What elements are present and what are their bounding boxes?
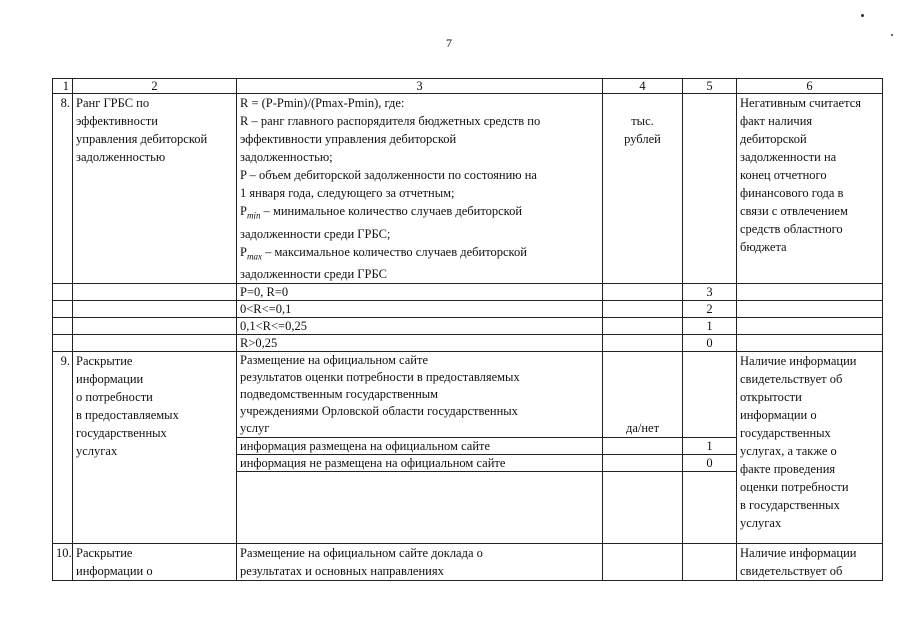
criterion-name-line: Раскрытие — [76, 546, 133, 560]
formula-symbol: P — [240, 204, 247, 218]
criterion-name — [73, 352, 237, 544]
row-8-option — [53, 301, 883, 318]
option-score: 3 — [683, 284, 737, 301]
note-line: оценки потребности — [740, 480, 849, 494]
note-cell — [737, 352, 883, 544]
row-9-main — [53, 352, 883, 438]
header-cell: 2 — [73, 79, 237, 94]
formula-line: R = (P-Pmin)/(Pmax-Pmin), где: — [240, 96, 405, 110]
unit-line: рублей — [624, 132, 661, 146]
criterion-name-line: Раскрытие — [76, 354, 133, 368]
note-line: Наличие информации — [740, 354, 857, 368]
header-cell: 1 — [53, 79, 73, 94]
score-cell — [683, 544, 737, 581]
page-number: 7 — [446, 36, 452, 50]
header-cell: 4 — [603, 79, 683, 94]
formula-line: 1 января года, следующего за отчетным; — [240, 186, 455, 200]
formula-line: эффективности управления дебиторской — [240, 132, 457, 146]
description-line: учреждениями Орловской области государственных — [240, 404, 518, 418]
note-line: Наличие информации — [740, 546, 857, 560]
criterion-name — [73, 544, 237, 581]
header-cell: 3 — [237, 79, 603, 94]
description-line: услуг — [240, 421, 270, 435]
header-cell: 5 — [683, 79, 737, 94]
header-cell: 6 — [737, 79, 883, 94]
formula-line: R – ранг главного распорядителя бюджетных средств по — [240, 114, 541, 128]
note-line: информации о — [740, 408, 817, 422]
criterion-name-line: Ранг ГРБС по — [76, 96, 150, 110]
formula-line — [240, 243, 599, 266]
criterion-name-line: услугах — [76, 444, 118, 458]
row-number: 10. — [53, 544, 73, 581]
row-number: 8. — [53, 94, 73, 284]
note-line: открытости — [740, 390, 802, 404]
row-8-main — [53, 94, 883, 284]
option-score: 1 — [683, 438, 737, 455]
note-cell — [737, 544, 883, 581]
formula-symbol: P — [240, 244, 247, 259]
formula-text: – минимальное количество случаев дебиторской — [260, 204, 523, 218]
score-cell — [683, 352, 737, 438]
note-line: средств областного — [740, 222, 843, 236]
criterion-name-line: о потребности — [76, 390, 153, 404]
formula-subscript: min — [246, 210, 261, 221]
criterion-name-line: эффективности — [76, 114, 158, 128]
note-line: в государственных — [740, 498, 840, 512]
option-condition: информация не размещена на официальном сайте — [237, 455, 603, 472]
criterion-name — [73, 94, 237, 284]
option-score: 0 — [683, 455, 737, 472]
criterion-description — [237, 352, 603, 438]
row-8-option — [53, 335, 883, 352]
formula-text: – максимальное количество случаев дебиторской — [261, 244, 527, 259]
formula-line: задолженности среди ГРБС; — [240, 226, 391, 241]
formula-subscript: max — [246, 251, 262, 261]
note-line: связи с отвлечением — [740, 204, 848, 218]
option-condition: информация размещена на официальном сайте — [237, 438, 603, 455]
note-line: свидетельствует об — [740, 372, 843, 386]
header-row — [53, 79, 883, 94]
note-line: конец отчетного — [740, 168, 827, 182]
score-cell — [683, 94, 737, 284]
formula-description — [237, 94, 603, 284]
row-8-option — [53, 318, 883, 335]
unit-line: тыс. — [631, 114, 654, 128]
note-cell — [737, 94, 883, 284]
criterion-name-line: задолженностью — [76, 150, 166, 164]
criterion-name-line: управления дебиторской — [76, 132, 208, 146]
formula-line: задолженности среди ГРБС — [240, 267, 387, 281]
note-line: факте проведения — [740, 462, 836, 476]
criterion-name-line: в предоставляемых — [76, 408, 179, 422]
unit-cell — [603, 544, 683, 581]
note-line: Негативным считается — [740, 96, 862, 110]
criteria-table — [52, 78, 883, 581]
description-line: результатах и основных направлениях — [240, 564, 444, 578]
criterion-name-line: государственных — [76, 426, 167, 440]
description-line: Размещение на официальном сайте доклада о — [240, 546, 483, 560]
formula-line: P – объем дебиторской задолженности по состоянию на — [240, 168, 537, 182]
description-line: подведомственным государственным — [240, 387, 439, 401]
scan-speck — [891, 34, 893, 36]
note-line: свидетельствует об — [740, 564, 843, 578]
note-line: услугах — [740, 516, 782, 530]
unit-cell — [603, 94, 683, 284]
option-score: 0 — [683, 335, 737, 352]
option-condition: P=0, R=0 — [237, 284, 603, 301]
note-line: бюджета — [740, 240, 787, 254]
note-line: факт наличия — [740, 114, 813, 128]
formula-line: задолженностью; — [240, 150, 333, 164]
criterion-description — [237, 544, 603, 581]
scan-speck — [861, 14, 864, 17]
row-8-option — [53, 284, 883, 301]
description-line: результатов оценки потребности в предоставляемых — [240, 370, 520, 384]
option-condition: 0<R<=0,1 — [237, 301, 603, 318]
note-line: государственных — [740, 426, 831, 440]
formula-line — [240, 202, 599, 225]
criterion-name-line: информации — [76, 372, 144, 386]
option-condition: 0,1<R<=0,25 — [237, 318, 603, 335]
note-line: услугах, а также о — [740, 444, 837, 458]
option-score: 1 — [683, 318, 737, 335]
option-condition: R>0,25 — [237, 335, 603, 352]
row-number: 9. — [53, 352, 73, 544]
unit-cell: да/нет — [603, 352, 683, 438]
note-line: задолженности на — [740, 150, 837, 164]
note-line: финансового года в — [740, 186, 844, 200]
note-line: дебиторской — [740, 132, 807, 146]
option-score: 2 — [683, 301, 737, 318]
criterion-name-line: информации о — [76, 564, 153, 578]
description-line: Размещение на официальном сайте — [240, 353, 429, 367]
row-10-main — [53, 544, 883, 581]
